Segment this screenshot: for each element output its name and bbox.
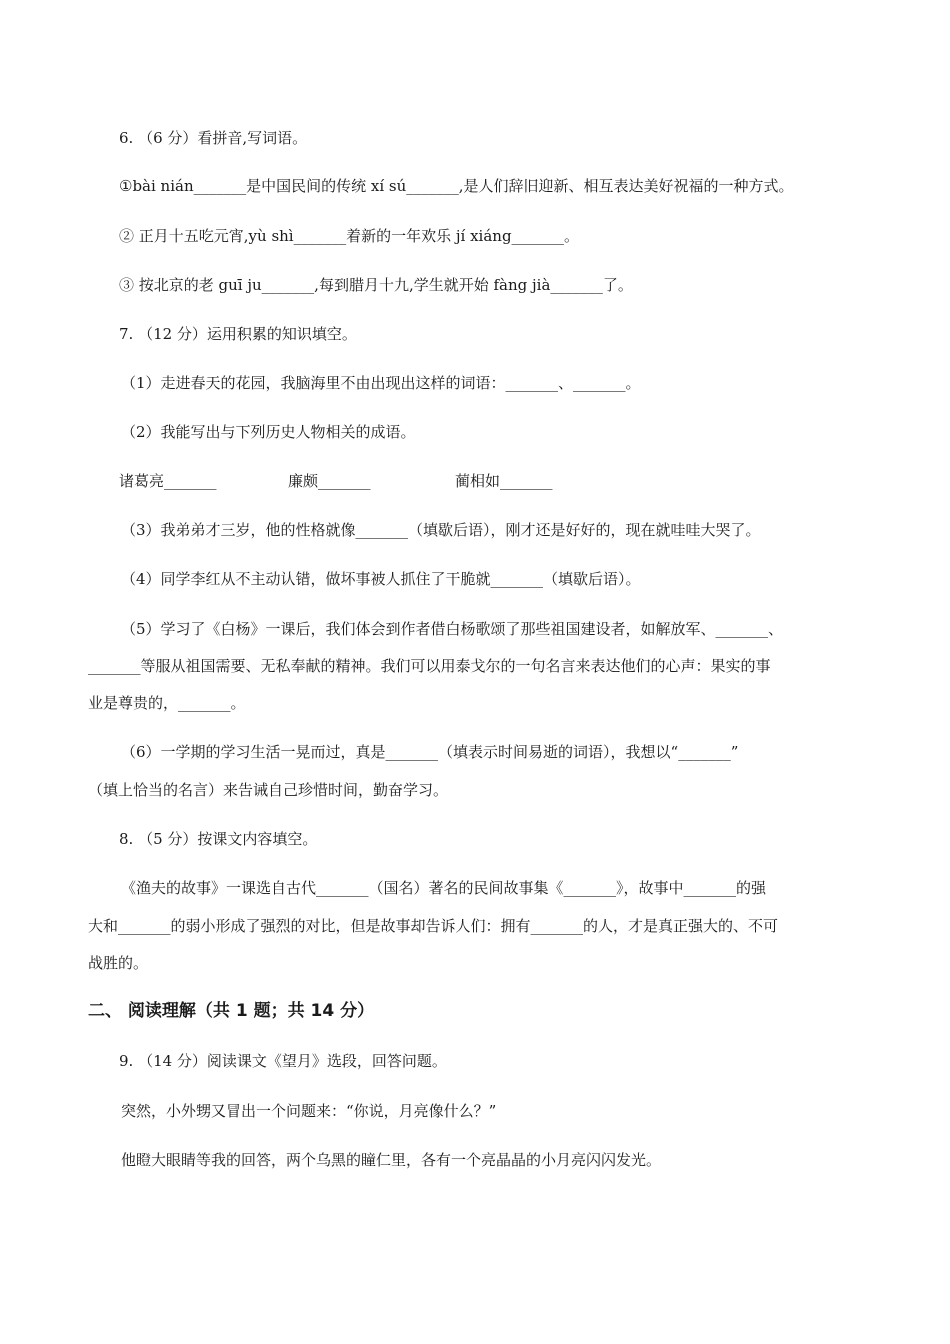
question-8-line-1: 《渔夫的故事》一课选自古代_______（国名）著名的民间故事集《_______》，故事中_______的强 bbox=[121, 879, 767, 897]
question-8-line-2: 大和_______的弱小形成了强烈的对比，但是故事却告诉人们：拥有_______的人，才是真正强大的、不可 bbox=[88, 917, 779, 935]
question-6-header: 6. （6 分）看拼音,写词语。 bbox=[119, 129, 308, 147]
question-7-part-6-line-1: （6）一学期的学习生活一晃而过，真是_______（填表示时间易逝的词语），我想以“_______” bbox=[121, 743, 739, 761]
question-9-header: 9. （14 分）阅读课文《望月》选段，回答问题。 bbox=[119, 1052, 447, 1070]
question-7-part-5-line-2: _______等服从祖国需要、无私奉献的精神。我们可以用泰戈尔的一句名言来表达他们的心声：果实的事 bbox=[88, 657, 771, 675]
section-2-title: 二、 阅读理解（共 1 题；共 14 分） bbox=[88, 1001, 375, 1021]
historical-figure-2: 廉颇_______ bbox=[288, 472, 371, 490]
question-7-part-3: （3）我弟弟才三岁，他的性格就像_______（填歇后语），刚才还是好好的，现在就哇哇大哭了。 bbox=[121, 521, 761, 539]
question-7-part-1: （1）走进春天的花园，我脑海里不由出现出这样的词语：_______、_______。 bbox=[121, 374, 641, 392]
historical-figure-1: 诸葛亮_______ bbox=[119, 472, 217, 490]
question-6-line-1: ①bài nián_______是中国民间的传统 xí sú_______,是人们辞旧迎新、相互表达美好祝福的一种方式。 bbox=[119, 177, 794, 195]
question-7-header: 7. （12 分）运用积累的知识填空。 bbox=[119, 325, 357, 343]
question-7-part-6-line-2: （填上恰当的名言）来告诫自己珍惜时间，勤奋学习。 bbox=[88, 781, 449, 799]
question-9-passage-line-2: 他瞪大眼睛等我的回答，两个乌黑的瞳仁里，各有一个亮晶晶的小月亮闪闪发光。 bbox=[121, 1151, 662, 1169]
historical-figure-3: 蔺相如_______ bbox=[455, 472, 553, 490]
question-8-line-3: 战胜的。 bbox=[88, 954, 149, 972]
question-8-header: 8. （5 分）按课文内容填空。 bbox=[119, 830, 318, 848]
question-9-passage-line-1: 突然，小外甥又冒出一个问题来：“你说，月亮像什么？” bbox=[121, 1102, 497, 1120]
question-7-part-2: （2）我能写出与下列历史人物相关的成语。 bbox=[121, 423, 416, 441]
question-7-part-5-line-1: （5）学习了《白杨》一课后，我们体会到作者借白杨歌颂了那些祖国建设者，如解放军、_______、 bbox=[121, 620, 784, 638]
question-6-line-2: ② 正月十五吃元宵,yù shì_______着新的一年欢乐 jí xiáng_______。 bbox=[119, 227, 580, 245]
question-7-part-5-line-3: 业是尊贵的，_______。 bbox=[88, 694, 246, 712]
question-6-line-3: ③ 按北京的老 guī ju_______,每到腊月十九,学生就开始 fàng jià_______了。 bbox=[119, 276, 633, 294]
question-7-part-4: （4）同学李红从不主动认错，做坏事被人抓住了干脆就_______（填歇后语）。 bbox=[121, 570, 641, 588]
